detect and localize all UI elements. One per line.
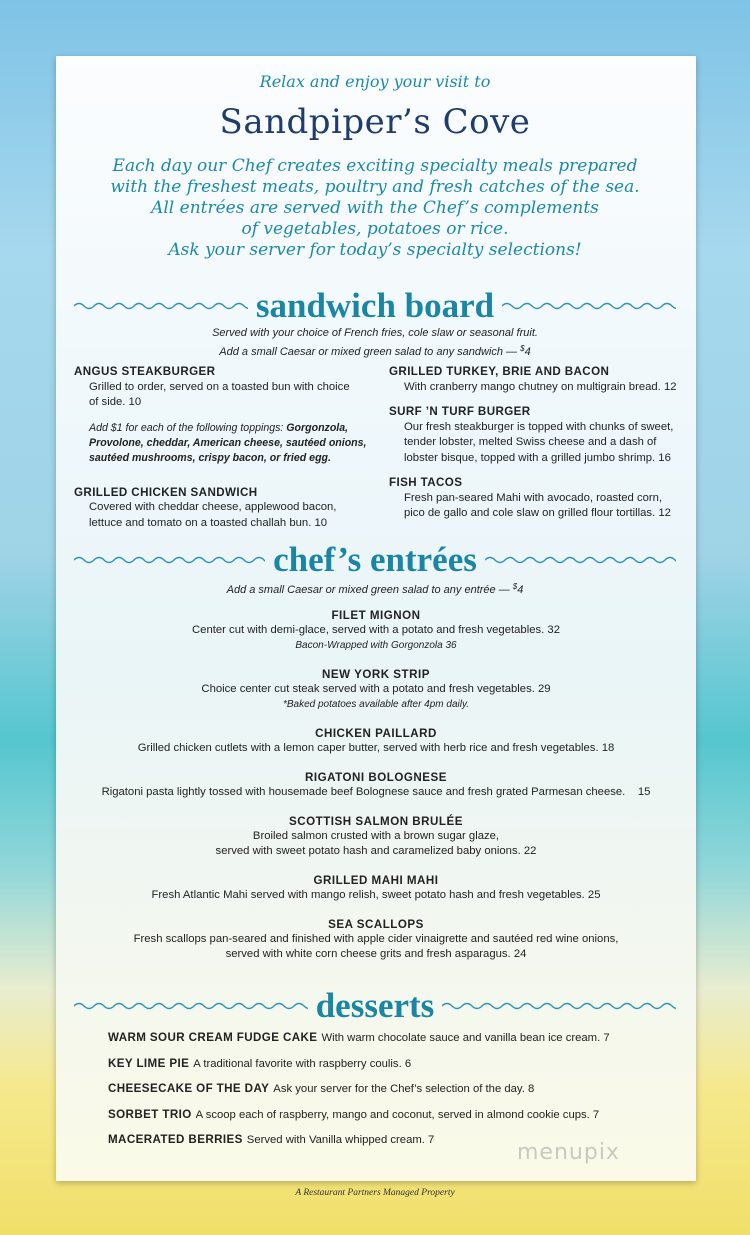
entree-item [56, 667, 696, 712]
item-desc: Center cut with demi-glace, served with a potato and fresh vegetables. 32 [192, 624, 560, 636]
restaurant-name: Sandpiper’s Cove [219, 102, 531, 142]
sandwich-sides-note: Served with your choice of French fries, cole slaw or seasonal fruit. [212, 327, 538, 339]
item-name: SORBET TRIO [108, 1107, 192, 1121]
entree-item [56, 726, 696, 756]
menu-item [389, 475, 689, 522]
item-desc: Grilled to order, served on a toasted bun with choice [89, 380, 350, 393]
intro-text [0, 156, 750, 261]
item-name: ANGUS STEAKBURGER [74, 365, 216, 378]
intro-line: with the freshest meats, poultry and fresh catches of the sea. [110, 177, 640, 197]
item-desc: Fresh scallops pan-seared and finished with apple cider vinaigrette and sautéed red wine onions, [133, 933, 619, 945]
item-desc: A traditional favorite with raspberry coulis. 6 [193, 1057, 412, 1070]
item-name: WARM SOUR CREAM FUDGE CAKE [108, 1031, 318, 1044]
wave-divider [74, 555, 265, 565]
menu-item [389, 364, 689, 395]
item-desc: Grilled chicken cutlets with a lemon caper butter, served with herb rice and fresh vegetables. 18 [137, 742, 615, 754]
item-desc: lobster bisque, topped with a grilled jumbo shrimp. 16 [404, 451, 671, 464]
dessert-item [108, 1057, 610, 1083]
item-desc: lettuce and tomato on a toasted challah bun. 10 [89, 516, 328, 529]
toppings-note: Add $1 for each of the following toppings: Gorgonzola, Provolone, cheddar, American cheese, sautéed onions, sautéed mushrooms, crispy bacon, or fried egg. [89, 421, 367, 464]
item-name: GRILLED CHICKEN SANDWICH [74, 485, 258, 499]
intro-line: of vegetables, potatoes or rice. [241, 219, 509, 239]
watermark-logo: menupix [517, 1140, 620, 1165]
wave-divider [74, 1001, 308, 1011]
item-desc: pico de gallo and cole slaw on grilled flour tortillas. 12 [404, 507, 671, 519]
entrees-title: chef’s entrées [273, 540, 477, 579]
item-desc: of side. 10 [89, 396, 142, 408]
item-desc: Fresh pan-seared Mahi with avocado, roasted corn, [404, 491, 663, 504]
wave-divider [442, 1001, 676, 1011]
item-note: *Baked potatoes available after 4pm daily. [282, 699, 470, 710]
item-name: GRILLED MAHI MAHI [313, 874, 439, 887]
wave-divider [74, 301, 248, 311]
item-name: RIGATONI BOLOGNESE [305, 771, 447, 784]
item-desc: With cranberry mango chutney on multigrain bread. 12 [404, 380, 677, 393]
item-name: KEY LIME PIE [108, 1056, 190, 1070]
item-desc: Rigatoni pasta lightly tossed with housemade beef Bolognese sauce and fresh grated Parmesan cheese. 15 [101, 786, 651, 798]
item-name: CHICKEN PAILLARD [315, 727, 437, 740]
entrees-salad-note: Add a small Caesar or mixed green salad to any entrée — $4 [226, 582, 524, 596]
menu-item [74, 485, 374, 532]
intro-tagline: Relax and enjoy your visit to [259, 72, 491, 91]
entrees-list [56, 608, 696, 976]
sandwich-subtitle [0, 326, 750, 360]
entree-item [56, 608, 696, 653]
item-name: GRILLED TURKEY, BRIE AND BACON [389, 365, 610, 378]
sandwich-left-column [74, 364, 374, 531]
item-desc: Covered with cheddar cheese, applewood bacon, [89, 501, 337, 513]
intro-line: All entrées are served with the Chef’s complements [151, 198, 599, 218]
item-desc: Served with Vanilla whipped cream. 7 [246, 1134, 435, 1146]
item-desc: served with sweet potato hash and caramelized baby onions. 22 [215, 845, 537, 857]
wave-divider [502, 301, 676, 311]
item-note: Bacon-Wrapped with Gorgonzola 36 [295, 640, 457, 651]
entree-item [56, 873, 696, 903]
desserts-heading [74, 986, 676, 1026]
salad-price: 4 [524, 346, 531, 358]
item-desc: With warm chocolate sauce and vanilla bean ice cream. 7 [321, 1032, 610, 1044]
menu-item [389, 404, 689, 466]
sandwich-salad-note: Add a small Caesar or mixed green salad to any sandwich — $4 [219, 344, 531, 358]
intro-line: Each day our Chef creates exciting specialty meals prepared [112, 156, 638, 176]
item-name: SCOTTISH SALMON BRULÉE [289, 815, 463, 828]
sandwich-title: sandwich board [255, 286, 495, 325]
item-desc: served with white corn cheese grits and fresh asparagus. 24 [225, 948, 527, 960]
wave-divider [485, 555, 676, 565]
dessert-item [108, 1108, 610, 1134]
entree-item [56, 814, 696, 859]
item-desc: Broiled salmon crusted with a brown sugar glaze, [252, 830, 500, 842]
sandwich-heading [74, 286, 676, 326]
item-name: FILET MIGNON [331, 609, 421, 622]
dessert-item [108, 1082, 610, 1108]
item-desc: Ask your server for the Chef’s selection of the day. 8 [273, 1083, 535, 1095]
item-name: SURF ’N TURF BURGER [389, 405, 531, 418]
sandwich-right-column [389, 364, 689, 522]
item-desc: Our fresh steakburger is topped with chunks of sweet, [404, 420, 674, 433]
footer-credit: A Restaurant Partners Managed Property [295, 1188, 455, 1198]
item-name: FISH TACOS [389, 476, 463, 489]
item-name: MACERATED BERRIES [108, 1133, 243, 1146]
salad-price: 4 [517, 584, 524, 596]
desserts-title: desserts [315, 986, 435, 1025]
entree-item [56, 917, 696, 962]
item-desc: A scoop each of raspberry, mango and coconut, served in almond cookie cups. 7 [195, 1108, 600, 1121]
item-desc: Choice center cut steak served with a potato and fresh vegetables. 29 [201, 683, 551, 695]
menu-item [74, 364, 374, 411]
item-desc: tender lobster, melted Swiss cheese and a dash of [404, 436, 657, 448]
item-name: NEW YORK STRIP [322, 668, 430, 681]
entree-item [56, 770, 696, 800]
item-name: SEA SCALLOPS [328, 918, 424, 931]
entrees-heading [74, 540, 676, 580]
item-desc: Fresh Atlantic Mahi served with mango relish, sweet potato hash and fresh vegetables. 25 [151, 889, 601, 901]
dessert-item [108, 1031, 610, 1057]
item-name: CHEESECAKE OF THE DAY [108, 1082, 270, 1095]
intro-line: Ask your server for today’s specialty selections! [168, 240, 582, 260]
